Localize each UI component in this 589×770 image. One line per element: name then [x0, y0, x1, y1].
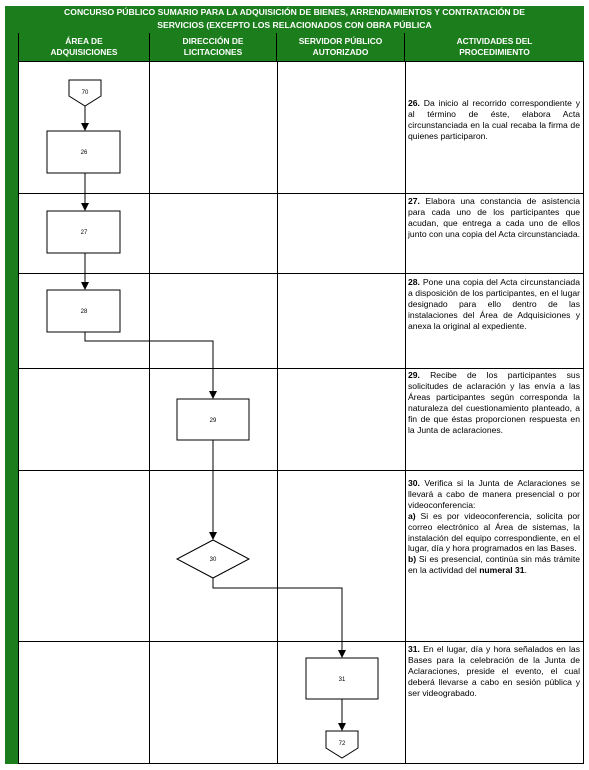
- activity-text: Recibe de los participantes sus solicitudes de aclaración y las envía a las Áreas participantes según corresponda la naturaleza del cuestionamiento planteado, a fin de que éstas proporcionen respuesta en la Junta de aclaraciones.: [408, 370, 580, 435]
- shape-label: 70: [81, 90, 89, 96]
- option-label-a: a): [408, 510, 416, 521]
- column-header-line: DIRECCIÓN DE: [182, 36, 244, 46]
- column-header-line: LICITACIONES: [183, 47, 243, 57]
- activity-27: [408, 196, 580, 240]
- activity-number: 26.: [408, 98, 420, 108]
- column-header-line: ADQUISICIONES: [50, 47, 118, 57]
- option-label-b: b): [408, 554, 417, 565]
- title-line-2: SERVICIOS (EXCEPTO LOS RELACIONADOS CON OBRA PÚBLICA: [157, 20, 432, 30]
- activity-26: [408, 98, 580, 142]
- column-header-line: ACTIVIDADES DEL: [456, 36, 533, 46]
- activity-text: Pone una copia del Acta circunstanciada a disposición de los participantes, en el lugar designado para ello dentro de las instalaciones del Área de Adquisiciones y anexa la original al expediente.: [408, 277, 580, 331]
- option-text-b: Si es presencial, continúa sin más trámite en la actividad del: [408, 554, 580, 576]
- column-header-line: PROCEDIMIENTO: [459, 47, 530, 57]
- shape-label: 27: [80, 230, 88, 236]
- activity-30: [408, 478, 580, 576]
- reference-numeral: numeral 31: [479, 565, 525, 576]
- shape-label: 29: [209, 418, 217, 424]
- shape-label: 72: [338, 741, 346, 747]
- column-header-line: ÁREA DE: [65, 36, 103, 46]
- shape-label: 26: [80, 150, 88, 156]
- activity-text: Elabora una constancia de asistencia para cada uno de los participantes que acudan, que entrega a cada uno de ellos junto con una copia del Acta circunstanciada.: [408, 196, 580, 239]
- activity-29: [408, 370, 580, 435]
- activity-number: 28.: [408, 277, 420, 287]
- activity-text: Verifica si la Junta de Aclaraciones se llevará a cabo de manera presencial o por videoconferencia:: [408, 478, 580, 510]
- activity-number: 31.: [408, 644, 420, 654]
- activity-text: Da inicio al recorrido correspondiente y al término de éste, elabora Acta circunstanciada en la cual recaba la firma de quienes participaron.: [408, 98, 580, 141]
- activity-31: [408, 644, 580, 699]
- activity-28: [408, 277, 580, 332]
- column-header-line: SERVIDOR PÚBLICO: [298, 36, 383, 46]
- activity-number: 27.: [408, 196, 420, 206]
- shape-label: 31: [338, 677, 346, 683]
- option-text-end: .: [524, 565, 527, 576]
- column-header-line: AUTORIZADO: [312, 47, 369, 57]
- title-line-1: CONCURSO PÚBLICO SUMARIO PARA LA ADQUISICIÓN DE BIENES, ARRENDAMIENTOS Y CONTRATACIÓN DE: [64, 7, 525, 17]
- activity-text: En el lugar, día y hora señalados en las Bases para la celebración de la Junta de Aclaraciones, preside el evento, el cual deberá llevarse a cabo en sesión pública y ser videograbado.: [408, 644, 580, 698]
- option-text-a: Si es por videoconferencia, solicita por correo electrónico al Área de sistemas, la instalación del equipo correspondiente, en el lugar, día y hora programados en las Bases.: [408, 510, 580, 554]
- activity-number: 30.: [408, 478, 420, 488]
- shape-label: 30: [209, 557, 217, 563]
- shape-label: 28: [80, 309, 88, 315]
- activity-number: 29.: [408, 370, 420, 380]
